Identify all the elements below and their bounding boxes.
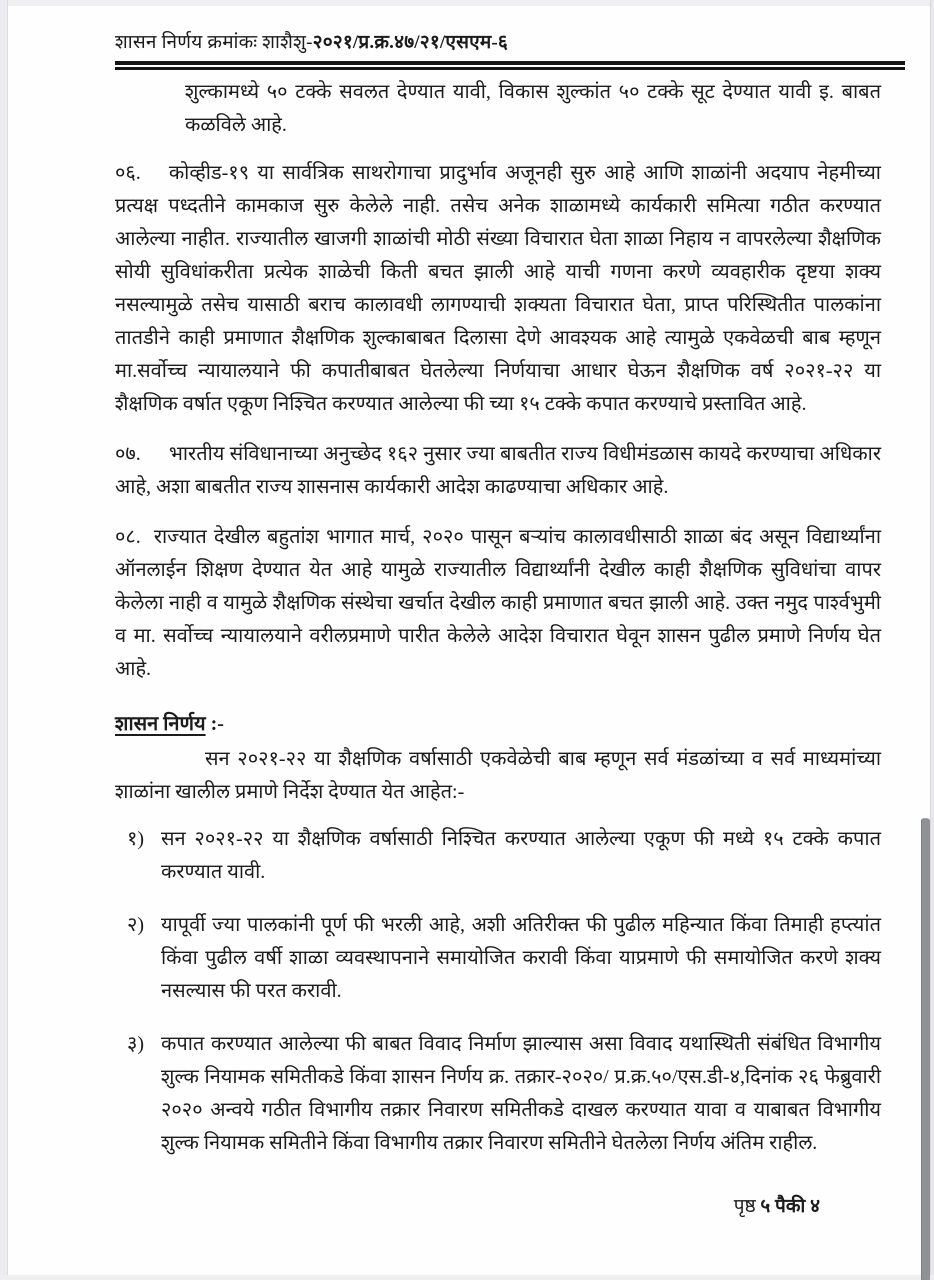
- directive-3-number: ३): [127, 1033, 145, 1055]
- paragraph-08-text: राज्यात देखील बहुतांश भागात मार्च, २०२० पासून बऱ्यांच कालावधीसाठी शाळा बंद असून विद्यार्थ्यांना ऑनलाईन शिक्षण देण्यात येत आहे यामुळे राज्यातील विद्यार्थ्यांनी देखील काही शैक्षणिक सुविधांचा वापर केलेला नाही व यामुळे शैक्षणिक संस्थेचा खर्चात देखील काही प्रमाणात बचत झाली आहे. उक्त नमुद पार्श्वभुमी व मा. सर्वोच्च न्यायालयाने वरीलप्रमाणे पारीत केलेले आदेश विचारात घेवून शासन पुढील प्रमाणे निर्णय घेत आहे.: [115, 526, 881, 680]
- gr-number-prefix: शासन निर्णय क्रमांकः शाशैशु-: [115, 32, 313, 53]
- paragraph-07-text: भारतीय संविधानाच्या अनुच्छेद १६२ नुसार ज्या बाबतीत राज्य विधीमंडळास कायदे करण्याचा अधिकार आहे, अशा बाबतीत राज्य शासनास कार्यकारी आदेश काढण्याचा अधिकार आहे.: [115, 443, 881, 498]
- directive-item-1: [127, 823, 881, 889]
- paragraph-08-number: ०८.: [115, 526, 141, 548]
- directive-1-text: सन २०२१-२२ या शैक्षणिक वर्षासाठी निश्चित करण्यात आलेल्या एकूण फी मध्ये १५ टक्के कपात करण्यात यावी.: [161, 828, 881, 883]
- paragraph-07-number: ०७.: [115, 443, 141, 465]
- page-bottom-edge: [0, 1275, 934, 1280]
- gr-number: [115, 28, 904, 54]
- page-number-value: ५ पैकी ४: [760, 1196, 820, 1217]
- directive-item-2: [127, 909, 881, 1008]
- page-right-edge: [930, 0, 934, 1280]
- page-number-footer: [734, 1192, 820, 1218]
- page-left-edge: [0, 0, 8, 1280]
- page-top-edge: [0, 0, 934, 6]
- directive-2-number: २): [127, 914, 145, 936]
- document-body: [115, 76, 881, 1180]
- paragraph-06: [115, 157, 881, 421]
- directive-item-3: [127, 1028, 881, 1160]
- directive-2-text: यापूर्वी ज्या पालकांनी पूर्ण फी भरली आहे, अशी अतिरीक्त फी पुढील महिन्यात किंवा तिमाही हप्त्यांत किंवा पुढील वर्षी शाळा व्यवस्थापनाने समायोजित करावी किंवा याप्रमाणे फी समायोजित करणे शक्य नसल्यास फी परत करावी.: [161, 914, 881, 1002]
- paragraph-08: [115, 521, 881, 686]
- carryover-paragraph: शुल्कामध्ये ५० टक्के सवलत देण्यात यावी, विकास शुल्कांत ५० टक्के सूट देण्यात यावी इ. बाबत कळविले आहे.: [185, 81, 881, 136]
- directive-1-number: १): [127, 828, 145, 850]
- paragraph-06-number: ०६.: [115, 162, 141, 184]
- directives-list: [115, 823, 881, 1160]
- header-divider-thick-line: [115, 61, 905, 65]
- paragraph-07: [115, 438, 881, 504]
- page-number-label: पृष्ठ: [733, 1196, 761, 1217]
- decision-heading-text: शासन निर्णय: [115, 713, 206, 735]
- scrollbar-track[interactable]: [921, 0, 930, 1280]
- header-divider-thin-line: [115, 67, 905, 70]
- gr-number-bold: २०२१/प्र.क्र.४७/२१/एसएम-६: [312, 32, 509, 53]
- scrollbar-thumb[interactable]: [921, 818, 930, 1280]
- decision-heading-suffix: :-: [205, 713, 224, 735]
- paragraph-06-text: कोव्हीड-१९ या सार्वत्रिक साथरोगाचा प्रादुर्भाव अजूनही सुरु आहे आणि शाळांनी अदयाप नेहमीच्या प्रत्यक्ष पध्दतीने कामकाज सुरु केलेले नाही. तसेच अनेक शाळामध्ये कार्यकारी समित्या गठीत करण्यात आलेल्या नाहीत. राज्यातील खाजगी शाळांची मोठी संख्या विचारात घेता शाळा निहाय न वापरलेल्या शैक्षणिक सोयी सुविधांकरीता प्रत्येक शाळेची किती बचत झाली आहे याची गणना करणे व्यवहारीक दृष्टया शक्य नसल्यामुळे तसेच यासाठी बराच कालावधी लागण्याची शक्यता विचारात घेता, प्राप्त परिस्थितीत पालकांना तातडीने काही प्रमाणात शैक्षणिक शुल्काबाबत दिलासा देणे आवश्यक आहे त्यामुळे एकवेळची बाब म्हणून मा.सर्वोच्च न्यायालयाने फी कपातीबाबत घेतलेल्या निर्णयाचा आधार घेऊन शैक्षणिक वर्ष २०२१-२२ या शैक्षणिक वर्षात एकूण निश्चित करण्यात आलेल्या फी च्या १५ टक्के कपात करण्याचे प्रस्तावित आहे.: [115, 162, 881, 415]
- document-header: [115, 28, 904, 70]
- decision-intro: सन २०२१-२२ या शैक्षणिक वर्षासाठी एकवेळेची बाब म्हणून सर्व मंडळांच्या व सर्व माध्यमांच्या शाळांना खालील प्रमाणे निर्देश देण्यात येत आहेत:-: [115, 748, 881, 803]
- header-divider: [115, 61, 905, 70]
- directive-3-text: कपात करण्यात आलेल्या फी बाबत विवाद निर्माण झाल्यास असा विवाद यथास्थिती संबंधित विभागीय शुल्क नियामक समितीकडे किंवा शासन निर्णय क्र. तक्रार-२०२०/ प्र.क्र.५०/एस.डी-४,दिनांक २६ फेब्रुवारी २०२० अन्वये गठीत विभागीय तक्रार निवारण समितीकडे दाखल करण्यात यावा व याबाबत विभागीय शुल्क नियामक समितीने किंवा विभागीय तक्रार निवारण समितीने घेतलेला निर्णय अंतिम राहील.: [161, 1033, 881, 1154]
- decision-heading: [115, 708, 881, 741]
